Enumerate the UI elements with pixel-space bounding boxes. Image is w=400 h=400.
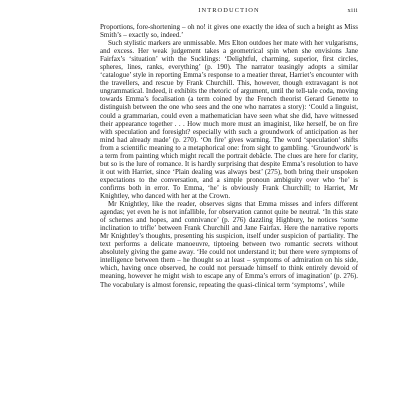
page-number: xiii bbox=[347, 7, 358, 14]
paragraph-stylistic-markers: Such stylistic markers are unmissable. Mrs Elton outdoes her mate with her vulgarisms, and excess. Her weak judgement takes a geometrical spin when she envisions Jane Fairfax’s ‘situation’ with the Sucklings: ‘Delightful, charming, superior, first circles, spheres, lines, ranks, everything’ (p. 190). The narrator teasingly adopts a similar ‘catalogue’ style in reporting Emma’s response to a meatier threat, Harriet’s encounter with the travellers, and rescue by Frank Churchill. This, however, though extravagant is not ungrammatical. Indeed, it exhibits the rhetoric of argument, until the tell-tale coda, moving towards Emma’s focalisation (a term coined by the French theorist Gerard Genette to distinguish between the one who sees and the one who narrates a story): ‘Could a linguist, could a grammarian, could even a mathematician have seen what she did, have witnessed their appearance together . . . How much more must an imaginist, like herself, be on fire with speculation and foresight? especially with such a groundwork of anticipation as her mind had already made’ (p. 270). ‘On fire’ gives warning. The word ‘speculation’ shifts from a scientific meaning to a metaphorical one: from sight to gambling. ‘Groundwork’ is a term from painting which might recall the portrait debâcle. The clues are here for clarity, but so is the lure of romance. It is hardly surprising that despite Emma’s resolution to have it out with Harriet, since ‘Plain dealing was always best’ (275), both bring their unspoken expectations to the conversation, and a simple pronoun ambiguity over who ‘he’ is confirms both in error. To Emma, ‘he’ is obviously Frank Churchill; to Harriet, Mr Knightley, who danced with her at the Crown. bbox=[100, 39, 358, 200]
paragraph-continuation: Proportions, fore-shortening – oh no! it gives one exactly the idea of such a height as Miss Smith’s – exactly so, indeed.’ bbox=[100, 23, 358, 40]
running-head-title: INTRODUCTION bbox=[198, 7, 260, 14]
paragraph-mr-knightley: Mr Knightley, like the reader, observes signs that Emma misses and infers different agendas; yet even he is not infallible, for observation cannot quite be neutral. ‘In this state of schemes and hopes, and connivance’ (p. 276) dazzling Highbury, he notices ‘some inclination to trifle’ between Frank Churchill and Jane Fairfax. Here the narrative reports Mr Knightley’s thoughts, presenting his suspicion, itself under suspicion of partiality. The text performs a delicate manoeuvre, tiptoeing between two romantic secrets without absolutely giving the game away. ‘He could not understand it; but there were symptoms of intelligence between them – he thought so at least – symptoms of admiration on his side, which, having once observed, he could not persuade himself to think entirely devoid of meaning, however he might wish to escape any of Emma’s errors of imagination’ (p. 276). The vocabulary is almost forensic, repeating the quasi-clinical term ‘symptoms’, while bbox=[100, 200, 358, 289]
running-head bbox=[100, 6, 358, 16]
body-text bbox=[100, 23, 358, 289]
